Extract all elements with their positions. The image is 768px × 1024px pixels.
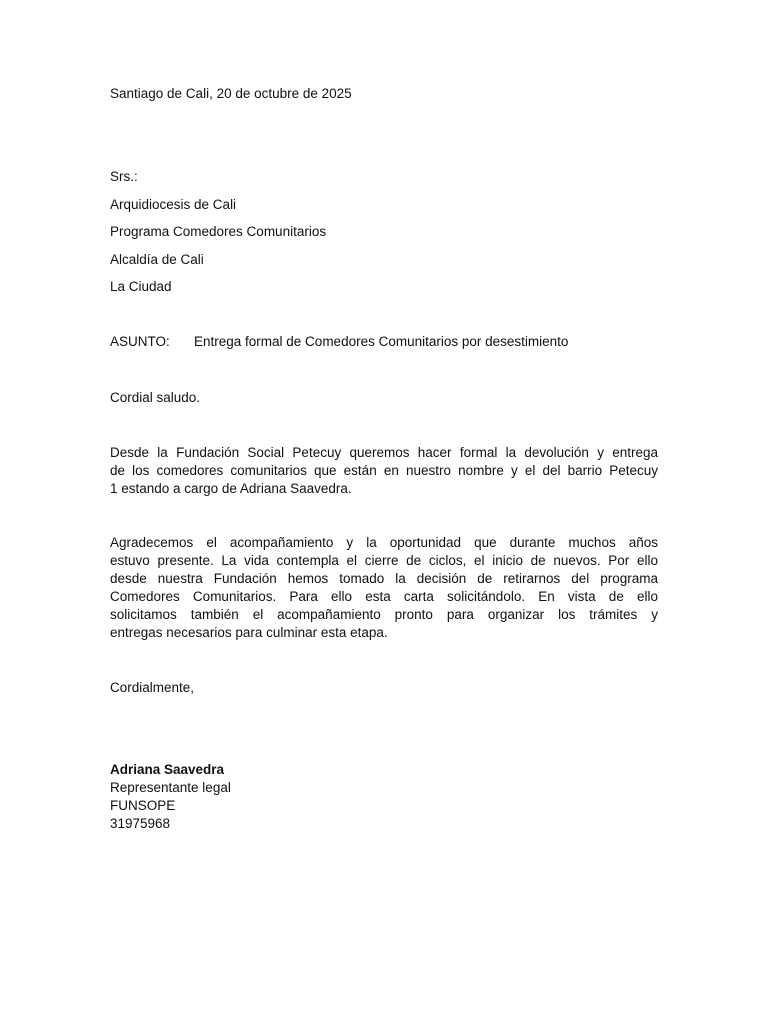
paragraph-line: solicitamos también el acompañamiento pronto para organizar los trámites y — [110, 607, 658, 622]
subject-text: Entrega formal de Comedores Comunitarios por desestimiento — [194, 334, 569, 349]
recipient-line: La Ciudad — [110, 279, 172, 295]
paragraph-line: de los comedores comunitarios que están en nuestro nombre y el del barrio Petecuy — [110, 463, 658, 478]
signer-organization: FUNSOPE — [110, 798, 176, 813]
signer-id-number: 31975968 — [110, 816, 171, 831]
greeting-text: Cordial saludo. — [110, 390, 201, 405]
paragraph-line: Desde la Fundación Social Petecuy queremos hacer formal la devolución y entrega — [110, 445, 658, 460]
letter-date — [110, 85, 658, 103]
subject-line — [110, 333, 658, 351]
closing-text: Cordialmente, — [110, 680, 195, 695]
recipient-line: Alcaldía de Cali — [110, 251, 204, 267]
paragraph-line: estuvo presente. La vida contempla el cierre de ciclos, el inicio de nuevos. Por ello — [110, 553, 658, 568]
paragraph-line: 1 estando a cargo de Adriana Saavedra. — [110, 481, 352, 496]
greeting — [110, 389, 658, 407]
closing — [110, 679, 658, 697]
date-text: Santiago de Cali, 20 de octubre de 2025 — [110, 86, 352, 101]
signer-name: Adriana Saavedra — [110, 762, 225, 777]
subject-label: ASUNTO: — [110, 334, 170, 349]
body-paragraph-1 — [110, 444, 658, 498]
signature-block — [110, 761, 658, 833]
recipient-line: Arquidiocesis de Cali — [110, 196, 237, 212]
recipients-block — [110, 168, 658, 306]
paragraph-line: entregas necesarios para culminar esta etapa. — [110, 625, 388, 640]
paragraph-line: Agradecemos el acompañamiento y la oportunidad que durante muchos años — [110, 535, 658, 550]
paragraph-line: Comedores Comunitarios. Para ello esta carta solicitándolo. En vista de ello — [110, 589, 658, 604]
body-paragraph-2 — [110, 534, 658, 642]
paragraph-line: desde nuestra Fundación hemos tomado la decisión de retirarnos del programa — [110, 571, 658, 586]
signer-title: Representante legal — [110, 780, 231, 795]
recipient-line: Programa Comedores Comunitarios — [110, 224, 327, 240]
recipient-salutation: Srs.: — [110, 169, 138, 184]
